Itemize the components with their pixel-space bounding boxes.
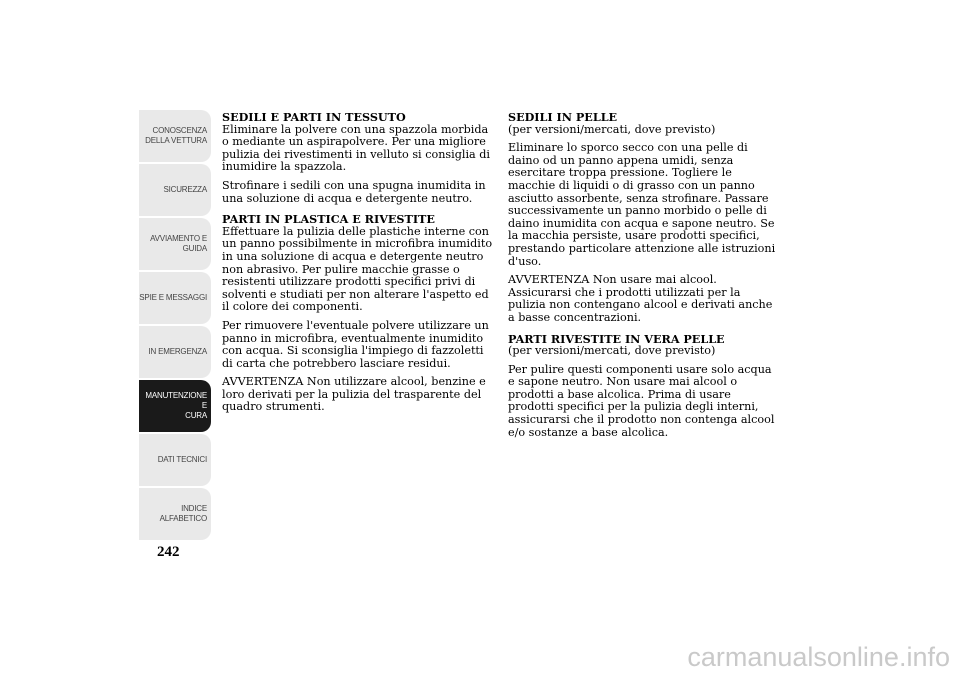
section-fabric-seats: [222, 111, 494, 205]
tab-avviamento[interactable]: [139, 218, 211, 270]
tab-label: SICUREZZA: [163, 185, 207, 194]
tab-label: DATI TECNICI: [157, 455, 207, 464]
chapter-tabs: [139, 110, 211, 542]
paragraph: Effettuare la pulizia delle plastiche interne con un panno possibilmente in microfibra inumidito in una soluzione di acqua e detergente neutro non abrasivo. Per pulire macchie grasse o resistenti utilizzare prodotti specifici privi di solventi e studiati per non alterare l'aspetto ed il colore dei componenti.: [222, 224, 493, 314]
watermark: carmanualsonline.info: [687, 642, 950, 672]
section-real-leather: [508, 333, 780, 440]
section-plastic-parts: [222, 213, 494, 414]
section-heading: SEDILI IN PELLE: [508, 110, 618, 124]
tab-label: CONOSCENZA DELLA VETTURA: [145, 126, 207, 145]
right-column: [508, 111, 780, 447]
paragraph: Strofinare i sedili con una spugna inumidita in una soluzione di acqua e detergente neutro.: [222, 178, 486, 205]
tab-dati-tecnici[interactable]: [139, 434, 211, 486]
section-heading: PARTI IN PLASTICA E RIVESTITE: [222, 212, 435, 227]
section-note: (per versioni/mercati, dove previsto): [508, 344, 716, 358]
warning-paragraph: AVVERTENZA Non utilizzare alcool, benzine e loro derivati per la pulizia del trasparente del quadro strumenti.: [222, 375, 486, 414]
warning-paragraph: AVVERTENZA Non usare mai alcool. Assicurarsi che i prodotti utilizzati per la pulizia non contengano alcool e derivati anche a basse concentrazioni.: [508, 273, 773, 324]
page-number: 242: [157, 544, 180, 560]
paragraph: Per pulire questi componenti usare solo acqua e sapone neutro. Non usare mai alcool o prodotti a base alcolica. Prima di usare prodotti specifici per la pulizia degli interni, assicurarsi che il prodotto non contenga alcool e/o sostanze a base alcolica.: [508, 362, 775, 439]
section-heading: PARTI RIVESTITE IN VERA PELLE: [508, 331, 725, 346]
tab-label: INDICE ALFABETICO: [159, 504, 207, 523]
tab-conoscenza[interactable]: [139, 110, 211, 162]
tab-indice[interactable]: [139, 488, 211, 540]
tab-spie[interactable]: [139, 272, 211, 324]
tab-label: AVVIAMENTO E GUIDA: [150, 234, 207, 253]
section-leather-seats: [508, 111, 780, 325]
tab-label: MANUTENZIONE E CURA: [145, 391, 207, 420]
tab-label: IN EMERGENZA: [148, 347, 207, 356]
paragraph: Per rimuovere l'eventuale polvere utilizzare un panno in microfibra, eventualmente inumidito con acqua. Si sconsiglia l'impiego di fazzoletti di carta che potrebbero lasciare residui.: [222, 318, 489, 370]
paragraph: Eliminare la polvere con una spazzola morbida o mediante un aspirapolvere. Per una migliore pulizia dei rivestimenti in velluto si consiglia di inumidire la spazzola.: [222, 122, 490, 174]
section-note: (per versioni/mercati, dove previsto): [508, 122, 716, 136]
tab-manutenzione[interactable]: [139, 380, 211, 432]
section-heading: SEDILI E PARTI IN TESSUTO: [222, 110, 406, 124]
left-column: [222, 111, 494, 422]
tab-label: SPIE E MESSAGGI: [139, 293, 207, 302]
tab-sicurezza[interactable]: [139, 164, 211, 216]
paragraph: Eliminare lo sporco secco con una pelle di daino od un panno appena umidi, senza esercitare troppa pressione. Togliere le macchie di liquidi o di grasso con un panno asciutto assorbente, senza strofinare. Passare successivamente un panno morbido o pelle di daino inumidita con acqua e sapone neutro. Se la macchia persiste, usare prodotti specifici, prestando particolare attenzione alle istruzioni d'uso.: [508, 141, 776, 268]
tab-emergenza[interactable]: [139, 326, 211, 378]
